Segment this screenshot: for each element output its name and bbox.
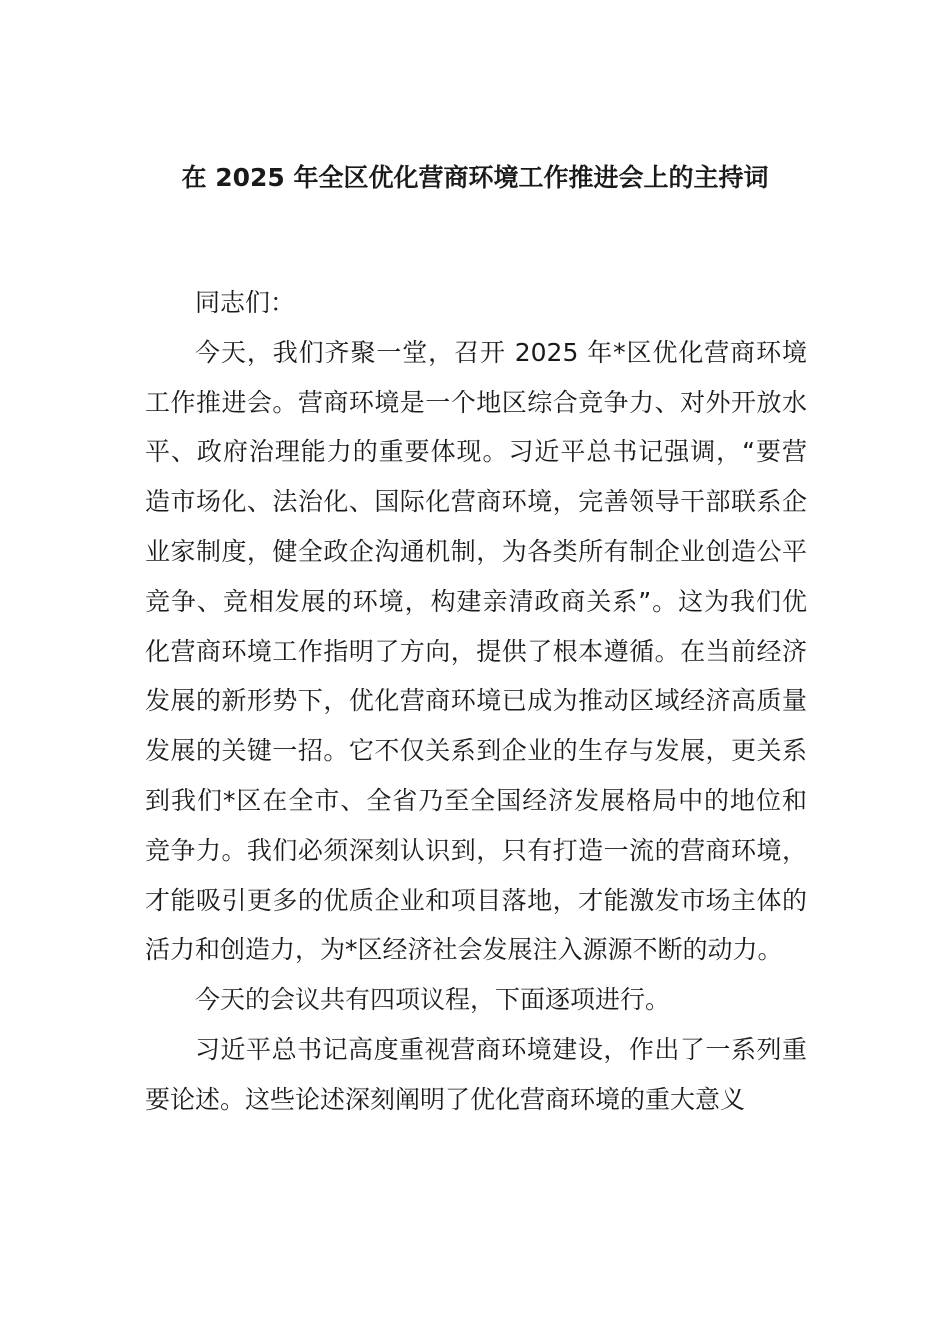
paragraph-opening: 今天，我们齐聚一堂，召开 2025 年*区优化营商环境工作推进会。营商环境是一个地区综合竞争力、对外开放水平、政府治理能力的重要体现。习近平总书记强调，“要营造市场化、法治化、国际化营商环境，完善领导干部联系企业家制度，健全政企沟通机制，为各类所有制企业创造公平竞争、竞相发展的环境，构建亲清政商关系”。这为我们优化营商环境工作指明了方向，提供了根本遵循。在当前经济发展的新形势下，优化营商环境已成为推动区域经济高质量发展的关键一招。它不仅关系到企业的生存与发展，更关系到我们*区在全市、全省乃至全国经济发展格局中的地位和竞争力。我们必须深刻认识到，只有打造一流的营商环境，才能吸引更多的优质企业和项目落地，才能激发市场主体的活力和创造力，为*区经济社会发展注入源源不断的动力。 [145, 337, 807, 965]
document-title: 在 2025 年全区优化营商环境工作推进会上的主持词 [181, 163, 769, 192]
paragraph-importance: 习近平总书记高度重视营商环境建设，作出了一系列重要论述。这些论述深刻阐明了优化营商环境的重大意义 [145, 1034, 807, 1114]
paragraph-salutation: 同志们： [195, 288, 296, 317]
paragraph-agenda: 今天的会议共有四项议程，下面逐项进行。 [195, 985, 671, 1015]
document-body [145, 278, 807, 1125]
